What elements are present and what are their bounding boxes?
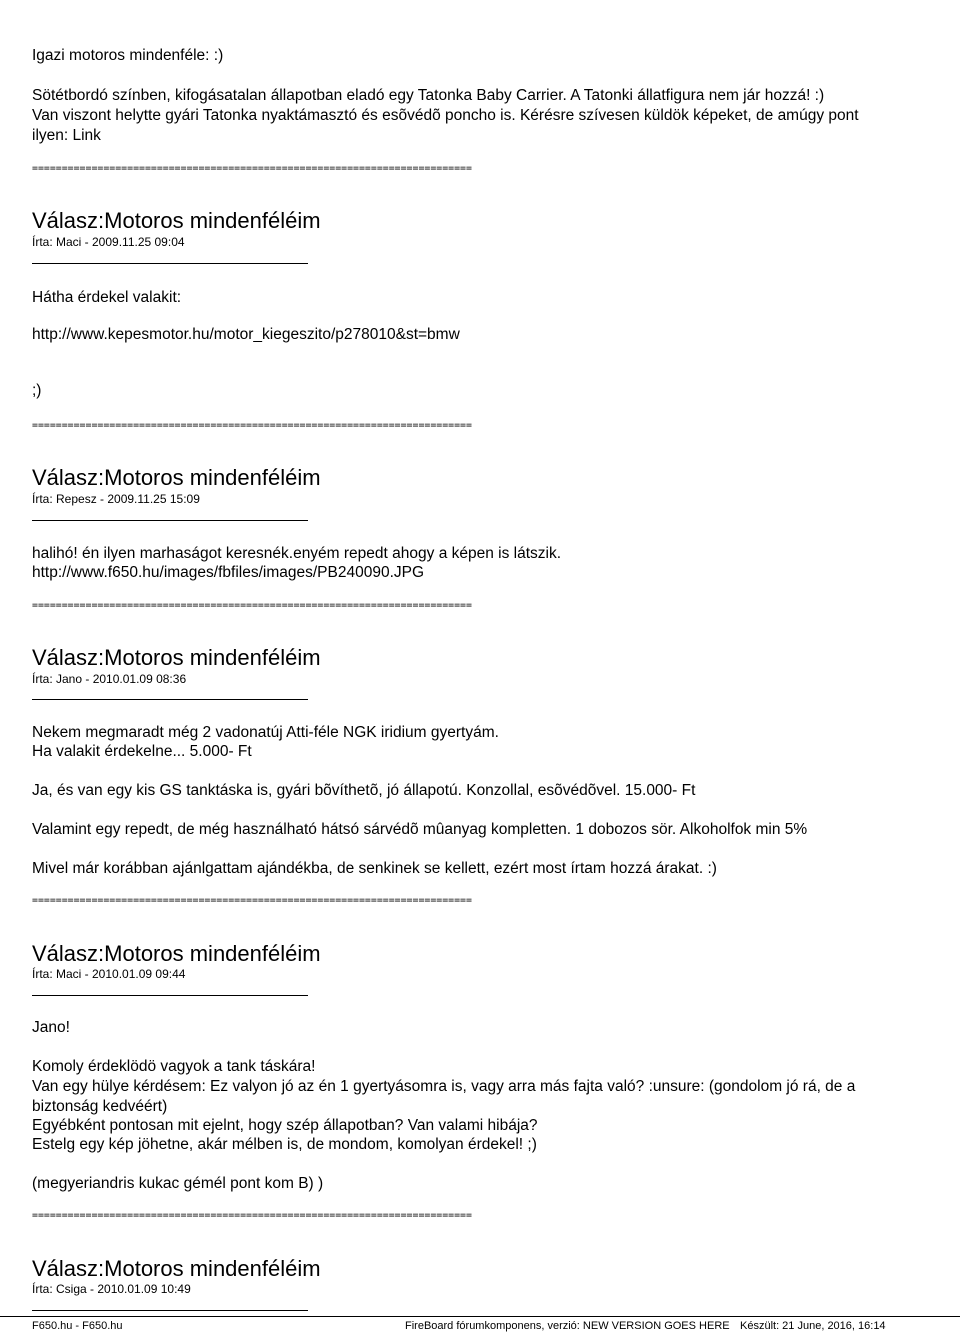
- post-body-line: (megyeriandris kukac gémél pont kom B) ): [32, 1175, 324, 1192]
- post-body-line: biztonság kedvéért): [32, 1098, 168, 1115]
- separator: ==========================================================================: [32, 420, 472, 431]
- post-title: Válasz:Motoros mindenféléim: [32, 645, 321, 670]
- post-body-line: halihó! én ilyen marhaságot keresnék.enyém repedt ahogy a képen is látszik.: [32, 545, 562, 562]
- post-meta: Írta: Csiga - 2010.01.09 10:49: [32, 1282, 191, 1296]
- post-body-line: Egyébként pontosan mit ejelnt, hogy szép állapotban? Van valami hibája?: [32, 1117, 538, 1134]
- post-body-line: Ha valakit érdekelne... 5.000- Ft: [32, 743, 252, 760]
- post-title: Válasz:Motoros mindenféléim: [32, 208, 321, 233]
- post-body-line: Hátha érdekel valakit:: [32, 289, 182, 306]
- footer-timestamp: Készült: 21 June, 2016, 16:14: [740, 1320, 886, 1332]
- post-body-line: Valamint egy repedt, de még használható hátsó sárvédõ mûanyag kompletten. 1 dobozos sör. Alkoholfok min 5%: [32, 821, 808, 838]
- post-title: Válasz:Motoros mindenféléim: [32, 1256, 321, 1281]
- post-body-line: Van egy hülye kérdésem: Ez valyon jó az én 1 gyertyásomra is, vagy arra más fajta való? :unsure: (gondolom jó rá, de a: [32, 1078, 856, 1095]
- post-divider: [32, 263, 308, 264]
- post-divider: [32, 1310, 308, 1311]
- separator: ==========================================================================: [32, 163, 472, 174]
- intro-line: Sötétbordó színben, kifogásatalan állapotban eladó egy Tatonka Baby Carrier. A Tatonki állatfigura nem jár hozzá! :): [32, 87, 825, 104]
- post-body-line: Jano!: [32, 1019, 70, 1036]
- post-title: Válasz:Motoros mindenféléim: [32, 465, 321, 490]
- separator: ==========================================================================: [32, 1210, 472, 1221]
- post-divider: [32, 699, 308, 700]
- post-body-line: Komoly érdeklödö vagyok a tank táskára!: [32, 1058, 316, 1075]
- post-body-line: Mivel már korábban ajánlgattam ajándékba, de senkinek se kellett, ezért most írtam hozzá árakat. :): [32, 860, 717, 877]
- post-body-line: ;): [32, 382, 42, 399]
- post-meta: Írta: Repesz - 2009.11.25 15:09: [32, 492, 200, 506]
- separator: ==========================================================================: [32, 895, 472, 906]
- post-meta: Írta: Maci - 2010.01.09 09:44: [32, 967, 186, 981]
- post-meta: Írta: Maci - 2009.11.25 09:04: [32, 235, 185, 249]
- post-body-line: Nekem megmaradt még 2 vadonatúj Atti-féle NGK iridium gyertyám.: [32, 724, 499, 741]
- post-divider: [32, 520, 308, 521]
- footer-site: F650.hu - F650.hu: [32, 1320, 123, 1332]
- post-meta: Írta: Jano - 2010.01.09 08:36: [32, 672, 187, 686]
- post-link[interactable]: http://www.kepesmotor.hu/motor_kiegeszito/p278010&st=bmw: [32, 326, 460, 343]
- post-body-line: Ja, és van egy kis GS tanktáska is, gyári bõvíthetõ, jó állapotú. Konzollal, esõvédõvel. 15.000- Ft: [32, 782, 696, 799]
- post-title: Válasz:Motoros mindenféléim: [32, 941, 321, 966]
- intro-line: ilyen: Link: [32, 127, 101, 144]
- intro-line: Igazi motoros mindenféle: :): [32, 47, 224, 64]
- post-link[interactable]: http://www.f650.hu/images/fbfiles/images/PB240090.JPG: [32, 564, 425, 581]
- footer-generator: FireBoard fórumkomponens, verzió: NEW VERSION GOES HERE: [405, 1320, 730, 1332]
- intro-line: Van viszont helytte gyári Tatonka nyaktámasztó és esõvédõ poncho is. Kérésre szívesen küldök képeket, de amúgy pont: [32, 107, 859, 124]
- post-body-line: Estelg egy kép jöhetne, akár mélben is, de mondom, komolyan érdekel! ;): [32, 1136, 537, 1153]
- page-footer: [0, 1316, 960, 1333]
- separator: ==========================================================================: [32, 600, 472, 611]
- post-divider: [32, 995, 308, 996]
